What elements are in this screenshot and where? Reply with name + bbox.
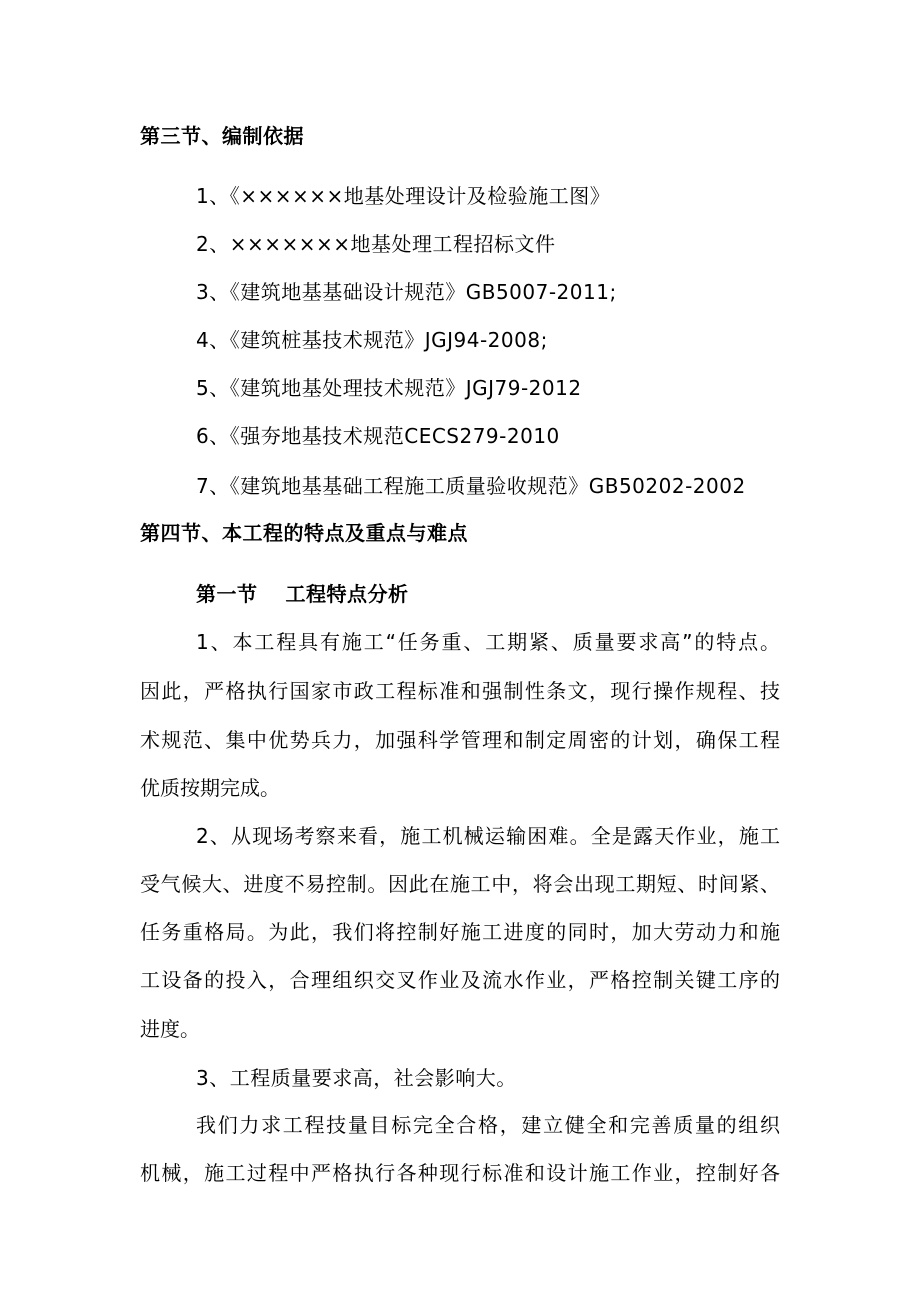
paragraph-3-line-1: 3、工程质量要求高，社会影响大。 [196,1066,517,1090]
basis-item-2: 2、×××××××地基处理工程招标文件 [196,232,556,256]
paragraph-4-line-1: 我们力求工程技量目标完全合格，建立健全和完善质量的组织 [196,1113,780,1137]
subsection-title: 工程特点分析 [285,582,409,606]
paragraph-1-line-1: 1、本工程具有施工“任务重、工期紧、质量要求高”的特点。 [196,630,780,654]
paragraph-1-line-3: 术规范、集中优势兵力，加强科学管理和制定周密的计划，确保工程 [140,728,780,752]
basis-item-5: 5、《建筑地基处理技术规范》JGJ79-2012 [196,376,582,400]
paragraph-2-line-5: 进度。 [140,1017,200,1041]
subsection-number: 第一节 [196,582,258,606]
basis-item-7: 7、《建筑地基基础工程施工质量验收规范》GB50202-2002 [196,474,746,498]
paragraph-2-line-3: 任务重格局。为此，我们将控制好施工进度的同时，加大劳动力和施 [140,920,780,944]
paragraph-1-line-4: 优质按期完成。 [140,776,280,800]
basis-item-1: 1、《××××××地基处理设计及检验施工图》 [196,184,611,208]
paragraph-1-line-2: 因此，严格执行国家市政工程标准和强制性条文，现行操作规程、技 [140,679,780,703]
subsection-heading [196,580,409,608]
paragraph-2-line-2: 受气候大、进度不易控制。因此在施工中，将会出现工期短、时间紧、 [140,872,780,896]
basis-item-6: 6、《强夯地基技术规范CECS279-2010 [196,424,560,448]
paragraph-4-line-2: 机械，施工过程中严格执行各种现行标准和设计施工作业，控制好各 [140,1161,780,1185]
paragraph-2-line-1: 2、从现场考察来看，施工机械运输困难。全是露天作业，施工 [196,824,780,848]
basis-item-4: 4、《建筑桩基技术规范》JGJ94-2008; [196,328,548,352]
paragraph-2-line-4: 工设备的投入，合理组织交叉作业及流水作业，严格控制关键工序的 [140,968,780,992]
section-heading-basis: 第三节、编制依据 [140,124,304,148]
section-heading-features: 第四节、本工程的特点及重点与难点 [140,521,468,545]
basis-item-3: 3、《建筑地基基础设计规范》GB5007-2011; [196,280,617,304]
